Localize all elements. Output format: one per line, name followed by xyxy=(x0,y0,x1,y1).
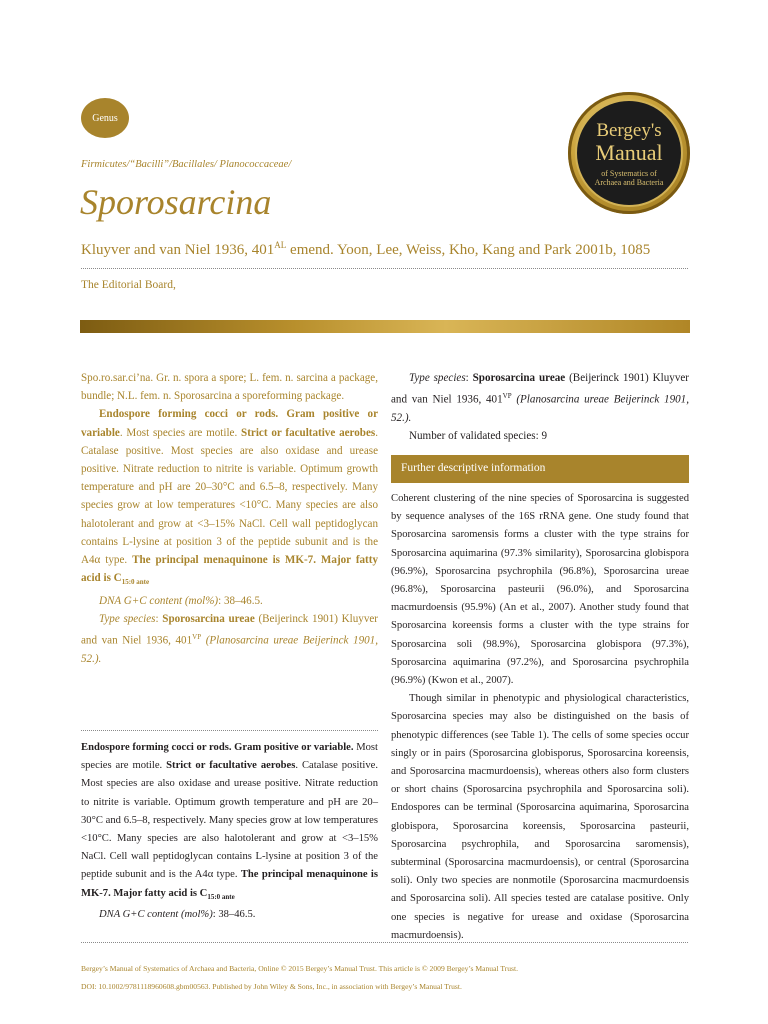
sum-text-2: . Catalase positive. Most species are also oxidase and urease positive. Nitrate reduction to nitrite is variable. Optimum growth temperature and pH are 20–30°C and 6.5–8, respectively. Many species grow at low temperatures <10°C. Many species are also halotolerant and grow at <3–15% NaCl. Cell wall peptidoglycan contains L-lysine at position 3 of the peptide subunit and is the A4α type. xyxy=(81,760,379,881)
sum-sub: 15:0 ante xyxy=(207,892,235,901)
rts-auth: (Beijerinck 1901) Kluyver and van Niel 1936, 401 xyxy=(391,372,689,406)
page-title: Sporosarcina xyxy=(80,182,272,222)
rts-sup: VP xyxy=(502,392,512,401)
sum-dna-label: DNA G+C content (mol%) xyxy=(99,908,213,920)
logo-line4: Archaea and Bacteria xyxy=(594,178,664,187)
authority-text: Kluyver and van Niel 1936, 401 xyxy=(81,242,275,258)
divider-bottom xyxy=(81,942,688,943)
further-para-2: Though similar in phenotypic and physiological characteristics, Sporosarcina species may also be distinguished on the basis of phenotypic differences (see Table 1). The cells of some species occur singly or in pairs (Sporosarcina globisporus, Sporosarcina koreensis, and Sporosarcina macmurdoensis), whereas others also form clusters or short chains (Sporosarcina psychrophila and Sporosarcina soli). Endospores can be terminal (Sporosarcina aquimarina, Sporosarcina globispora, Sporosarcina koreensis, Sporosarcina pasteurii, Sporosarcina psychrophila, and Sporosarcina saromensis), subterminal (Sporosarcina macmurdoensis), or central (Sporosarcina soli). Only two species are nonmotile (Sporosarcina macmurdoensis and Sporosarcina soli). All species tested are catalase positive. Only one species is negative for urease and oxidase (Sporosarcina macmurdoensis). xyxy=(391,693,689,941)
sum-text-1: Most species are motile. xyxy=(81,742,378,772)
taxonomy-path: Firmicutes/“Bacilli”/Bacillales/ Planococcaceae/ xyxy=(81,159,292,170)
genus-badge-label: Genus xyxy=(92,112,118,124)
logo-line3: of Systematics of xyxy=(601,169,657,178)
rts-label: Type species xyxy=(409,372,466,384)
summary-paragraph xyxy=(81,739,378,906)
authority-line xyxy=(81,235,650,260)
authority-sup: AL xyxy=(274,240,287,250)
desc-sub: 15:0 ante xyxy=(121,578,150,587)
sum-bold-2: Strict or facultative aerobes xyxy=(166,760,296,772)
type-species-left: Type species: Sporosarcina ureae (Beijerinck 1901) Kluyver and van Niel 1936, $401^{VP}$ (Planosarcina ureae Beijerinck 1901, 52.). xyxy=(81,612,378,665)
desc-text-1: . Most species are motile. xyxy=(119,426,242,439)
right-column-top xyxy=(391,369,689,446)
dna-content xyxy=(81,592,378,610)
desc-bold-3: The principal menaquinone is MK-7. Major fatty acid is C xyxy=(81,554,378,585)
further-info-body xyxy=(391,490,689,945)
validated-species: Number of validated species: 9 xyxy=(409,430,548,443)
desc-text-2: . Catalase positive. Most species are also oxidase and urease positive. Nitrate reduction to nitrite is variable. Optimum growth temperature and pH are 20–30°C and 6.5–8, respectively. Many species grow at low temperatures <10°C. Many species are also halotolerant and grow at <3–15% NaCl. Cell wall peptidoglycan contains L-lysine at position 3 of the peptide subunit and is the A4α type. xyxy=(81,426,379,567)
desc-bold-1: Endospore forming cocci or rods. Gram positive or variable xyxy=(81,408,378,439)
ts-label: Type species xyxy=(99,612,156,625)
logo-inner xyxy=(575,99,683,207)
genus-description xyxy=(81,405,378,591)
logo-line2: Manual xyxy=(595,140,663,165)
sum-bold-1: Endospore forming cocci or rods. Gram positive or variable. xyxy=(81,742,354,753)
summary-dna xyxy=(81,906,378,924)
ts-sup: VP xyxy=(192,633,202,642)
type-species-right: Type species: Sporosarcina ureae (Beijerinck 1901) Kluyver and van Niel 1936, $401^{VP}$ (Planosarcina ureae Beijerinck 1901, 52.). xyxy=(391,372,689,425)
bergeys-manual-logo xyxy=(568,92,690,214)
genus-badge xyxy=(81,98,129,138)
section-heading: Further descriptive information xyxy=(391,455,689,483)
dna-value: : 38–46.5. xyxy=(218,594,263,607)
logo-line1: Bergey's xyxy=(596,120,662,141)
ts-name: Sporosarcina ureae xyxy=(162,612,255,625)
dna-label: DNA G+C content (mol%) xyxy=(99,594,219,607)
ts-auth: (Beijerinck 1901) Kluyver and van Niel 1936, 401 xyxy=(81,612,378,647)
desc-bold-2: Strict or facultative aerobes xyxy=(241,426,376,439)
left-column xyxy=(81,369,378,668)
further-para-1: Coherent clustering of the nine species of Sporosarcina is suggested by sequence analyses of the 16S rRNA gene. One study found that Sporosarcina saromensis forms a cluster with the type strains for Sporosarcina aquimarina (97.3% similarity), Sporosarcina globispora (96.9%), Sporosarcina psychrophila (96.8%), Sporosarcina ureae (96.8%), Sporosarcina pasteurii (96.0%), and Sporosarcina macmurdoensis (95.9%) (An et al., 2007). Another study found that Sporosarcina koreensis forms a cluster with the type strains for Sporosarcina soli (98.9%), Sporosarcina globispora (97.3%), Sporosarcina aquimarina (97.2%), and Sporosarcina psychrophila (96.9%) (Kwon et al., 2007). xyxy=(391,493,689,687)
footer-copyright: Bergey’s Manual of Systematics of Archaea and Bacteria, Online © 2015 Bergey’s Manual Trust. This article is © 2009 Bergey’s Manual Trust. xyxy=(81,964,519,973)
divider-top xyxy=(81,268,688,269)
divider-left xyxy=(81,730,378,731)
logo-subtitle xyxy=(577,169,681,187)
editorial-credit: The Editorial Board, xyxy=(81,279,176,291)
authority-emend: emend. Yoon, Lee, Weiss, Kho, Kang and Park 2001b, 1085 xyxy=(286,242,651,258)
ts-paren: (Planosarcina ureae Beijerinck 1901, 52.). xyxy=(81,634,378,665)
gold-bar xyxy=(80,320,690,333)
rts-name: Sporosarcina ureae xyxy=(472,372,566,384)
summary-description xyxy=(81,739,378,924)
footer-doi: DOI: 10.1002/9781118960608.gbm00563. Published by John Wiley & Sons, Inc., in association with Bergey’s Manual Trust. xyxy=(81,982,462,991)
etymology: Spo.ro.sar.ci’na. Gr. n. spora a spore; L. fem. n. sarcina a package, bundle; N.L. fem. n. Sporosarcina a sporeforming package. xyxy=(81,372,378,403)
sum-dna-value: : 38–46.5. xyxy=(212,908,256,920)
rts-paren: (Planosarcina ureae Beijerinck 1901, 52.). xyxy=(391,393,689,425)
sum-bold-3: The principal menaquinone is MK-7. Major fatty acid is C xyxy=(81,869,378,899)
